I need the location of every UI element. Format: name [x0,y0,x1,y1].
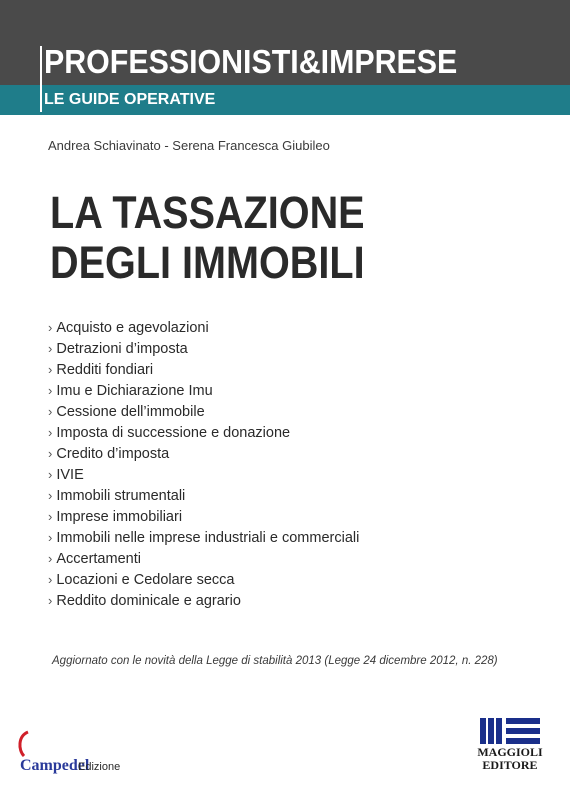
chevron-right-icon: › [48,593,53,608]
chevron-right-icon: › [48,341,53,356]
topic-item: › Acquisto e agevolazioni [48,320,209,336]
book-title [50,188,490,288]
title-line-1: LA TASSAZIONE [50,187,365,238]
chevron-right-icon: › [48,425,53,440]
chevron-right-icon: › [48,404,53,419]
chevron-right-icon: › [48,488,53,503]
chevron-right-icon: › [48,467,53,482]
topic-item: › Redditi fondiari [48,362,154,378]
publisher-name-line-1: MAGGIOLI [477,745,543,759]
topic-item: › Locazioni e Cedolare secca [48,572,235,588]
stamp-name: Campedel [20,757,90,774]
stamp-suffix: Edizione [78,761,121,773]
chevron-right-icon: › [48,320,53,335]
series-title: PROFESSIONISTI&IMPRESE [44,43,458,80]
publisher-name-line-2: EDITORE [482,758,538,772]
maggioli-logo-icon [478,716,542,746]
chevron-right-icon: › [48,530,53,545]
chevron-right-icon: › [48,572,53,587]
topic-list [48,317,359,611]
topic-item: › Immobili nelle imprese industriali e commerciali [48,530,360,546]
topic-item: › Credito d’imposta [48,446,170,462]
series-subtitle: LE GUIDE OPERATIVE [44,91,216,108]
chevron-right-icon: › [48,509,53,524]
topic-item: › Imu e Dichiarazione Imu [48,383,213,399]
chevron-right-icon: › [48,362,53,377]
chevron-right-icon: › [48,446,53,461]
topic-item: › Immobili strumentali [48,488,186,504]
chevron-right-icon: › [48,383,53,398]
publisher-logo [475,716,545,772]
topic-item: › Cessione dell’immobile [48,404,205,420]
authors: Andrea Schiavinato - Serena Francesca Giubileo [48,138,330,153]
topic-item: › IVIE [48,467,84,483]
topic-item: › Reddito dominicale e agrario [48,593,241,609]
topic-item: › Detrazioni d’imposta [48,341,188,357]
topic-item: › Accertamenti [48,551,141,567]
chevron-right-icon: › [48,551,53,566]
topic-item: › Imprese immobiliari [48,509,183,525]
series-divider [40,46,42,112]
update-note: Aggiornato con le novità della Legge di stabilità 2013 (Legge 24 dicembre 2012, n. 228) [52,655,498,667]
title-line-2: DEGLI IMMOBILI [50,237,365,288]
topic-item: › Imposta di successione e donazione [48,425,291,441]
